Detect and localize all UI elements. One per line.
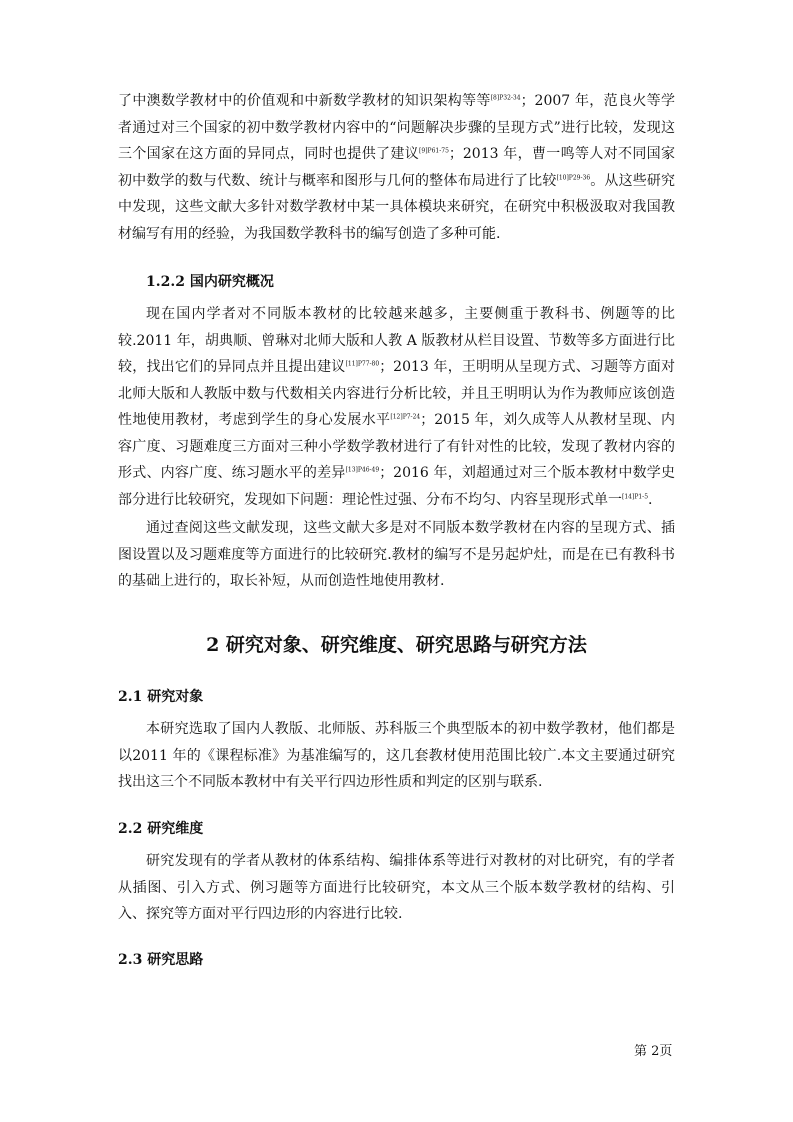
paragraph-domestic-research xyxy=(118,301,675,513)
heading-2-3: 2.3 研究思路 xyxy=(118,952,204,968)
chapter-2-title: 2 研究对象、研究维度、研究思路与研究方法 xyxy=(206,634,587,656)
paragraph-literature-conclusion: 通过查阅这些文献发现，这些文献大多是对不同版本数学教材在内容的呈现方式、插图设置以及习题难度等方面进行的比较研究.教材的编写不是另起炉灶，而是在已有教科书的基础上进行的，取长补短，从而创造性地使用教材. xyxy=(118,520,675,589)
heading-2-1: 2.1 研究对象 xyxy=(118,689,204,705)
citation-10: [10]P29-36 xyxy=(556,173,591,181)
text-segment: ；2007 年，范良火等学者通过对三个国家的初中数学教材内容中的“问题解决步骤的呈现方式”进行比较，发现这三个国家在这方面的异同点，同时也提供了建议 xyxy=(118,93,675,162)
text-segment: 现在国内学者对不同版本教材的比较越来越多，主要侧重于教科书、例题等的比较.2011 年，胡典顺、曾琳对北师大版和人教 A 版教材从栏目设置、节数等多方面进行比较，找出它们的异同点并且提出建议 xyxy=(118,306,675,375)
text-segment: ；2015 年，刘久成等人从教材呈现、内容广度、习题难度三方面对三种小学数学教材进行了有针对性的比较，发现了教材内容的形式、内容广度、练习题水平的差异 xyxy=(118,412,675,481)
citation-11: [11]P77-80 xyxy=(345,360,380,368)
citation-14: [14]P1-5 xyxy=(622,492,649,500)
citation-13: [13]P46-49 xyxy=(345,466,380,474)
citation-8: [8]P32-34 xyxy=(490,94,521,102)
page-number: 第 2页 xyxy=(634,1044,673,1059)
citation-12: [12]P7-24 xyxy=(390,413,421,421)
paragraph-research-dimensions: 研究发现有的学者从教材的体系结构、编排体系等进行对教材的对比研究，有的学者从插图、引入方式、例习题等方面进行比较研究，本文从三个版本数学教材的结构、引入、探究等方面对平行四边形的内容进行比较. xyxy=(118,853,675,922)
paragraph-foreign-research-summary xyxy=(118,88,675,247)
text-segment: 了中澳数学教材中的价值观和中新数学教材的知识架构等等 xyxy=(118,93,491,109)
paragraph-research-objects: 本研究选取了国内人教版、北师版、苏科版三个典型版本的初中数学教材，他们都是以2011 年的《课程标准》为基准编写的，这几套教材使用范围比较广.本文主要通过研究找出这三个不同版本教材中有关平行四边形性质和判定的区别与联系. xyxy=(118,721,675,790)
heading-2-2: 2.2 研究维度 xyxy=(118,821,204,837)
text-segment: ；2016 年，刘超通过对三个版本教材中数学史部分进行比较研究，发现如下问题：理论性过强、分布不均匀、内容呈现形式单一 xyxy=(118,465,676,508)
text-segment: ；2013 年，曹一鸣等人对不同国家初中数学的数与代数、统计与概率和图形与几何的整体布局进行了比较 xyxy=(118,146,675,189)
text-segment: ；2013 年，王明明从呈现方式、习题等方面对北师大版和人教版中数与代数相关内容进行分析比较，并且王明明认为作为教师应该创造性地使用教材，考虑到学生的身心发展水平 xyxy=(118,359,676,428)
text-segment: . xyxy=(648,491,653,508)
heading-1-2-2: 1.2.2 国内研究概况 xyxy=(146,274,274,290)
citation-9: [9]P61-75 xyxy=(419,147,449,155)
text-segment: 。从这些研究中发现，这些文献大多针对数学教材中某一具体模块来研究，在研究中积极汲取对我国教材编写有用的经验，为我国数学教科书的编写创造了多种可能. xyxy=(118,172,676,242)
